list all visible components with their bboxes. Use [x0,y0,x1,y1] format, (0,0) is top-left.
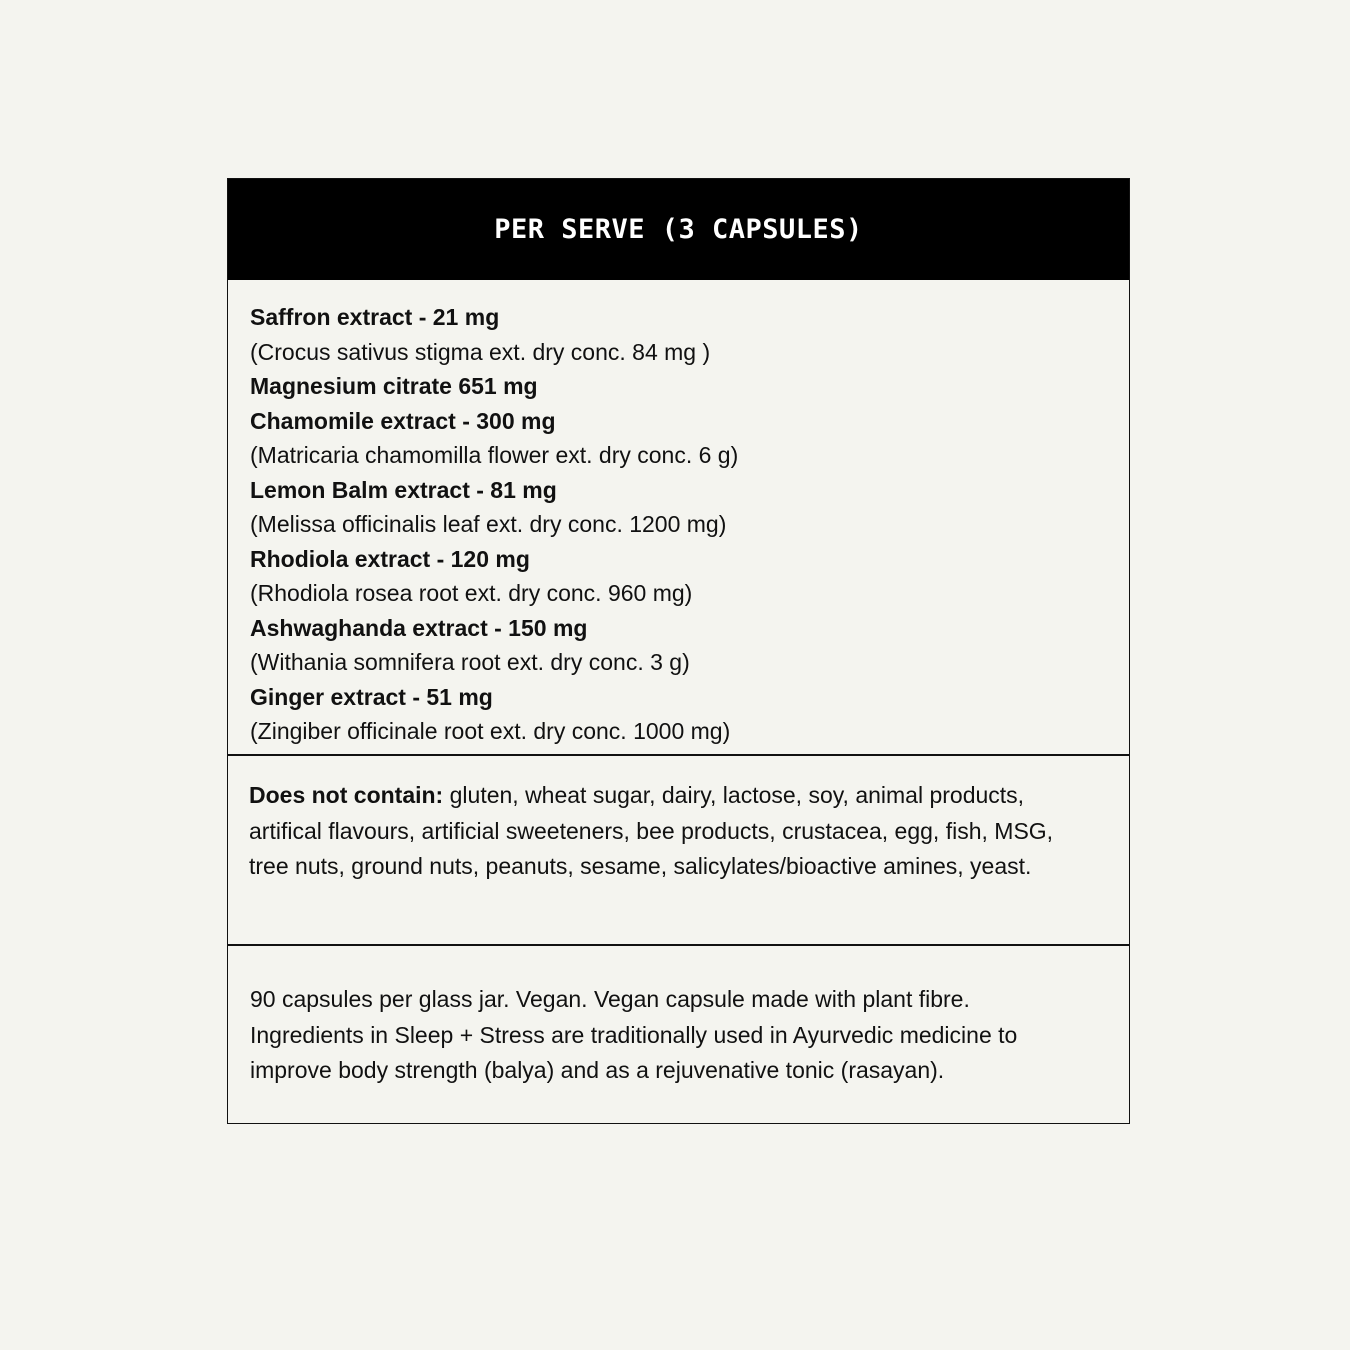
exclusions-text: gluten, wheat sugar, dairy, lactose, soy, animal products, artifical flavours, artificial sweeteners, bee products, crustacea, egg, fish, MSG, tree nuts, ground nuts, peanuts, sesame, salicylates/bioactive amines, yeast. [249,782,1054,879]
ingredient-detail: (Zingiber officinale root ext. dry conc. 1000 mg) [250,718,731,744]
supplement-facts-panel [227,178,1130,1124]
ingredient-detail: (Matricaria chamomilla flower ext. dry conc. 6 g) [250,442,739,468]
ingredient-detail: (Rhodiola rosea root ext. dry conc. 960 mg) [250,580,693,606]
ingredient-name: Chamomile extract - 300 mg [250,407,556,434]
product-description [228,946,1129,1089]
ingredient-name: Rhodiola extract - 120 mg [250,545,530,572]
exclusions-label: Does not contain: [249,782,444,808]
ingredient-detail: (Crocus sativus stigma ext. dry conc. 84 mg ) [250,338,711,365]
ingredient-name: Magnesium citrate 651 mg [250,373,538,399]
ingredient-detail: (Melissa officinalis leaf ext. dry conc. 1200 mg) [250,511,727,537]
ingredient-name: Ginger extract - 51 mg [250,683,493,710]
ingredients-list [228,280,1129,756]
ingredient-detail: (Withania somnifera root ext. dry conc. 3 g) [250,649,690,675]
description-line: Ingredients in Sleep + Stress are traditionally used in Ayurvedic medicine to [250,1021,1018,1048]
description-line: 90 capsules per glass jar. Vegan. Vegan capsule made with plant fibre. [250,986,970,1012]
allergen-exclusions [228,756,1129,946]
panel-title: PER SERVE (3 CAPSULES) [494,214,863,245]
ingredient-name: Saffron extract - 21 mg [250,304,500,330]
ingredient-name: Lemon Balm extract - 81 mg [250,476,557,503]
ingredient-name: Ashwaghanda extract - 150 mg [250,614,588,641]
description-line: improve body strength (balya) and as a rejuvenative tonic (rasayan). [250,1057,945,1083]
panel-header [228,179,1129,280]
